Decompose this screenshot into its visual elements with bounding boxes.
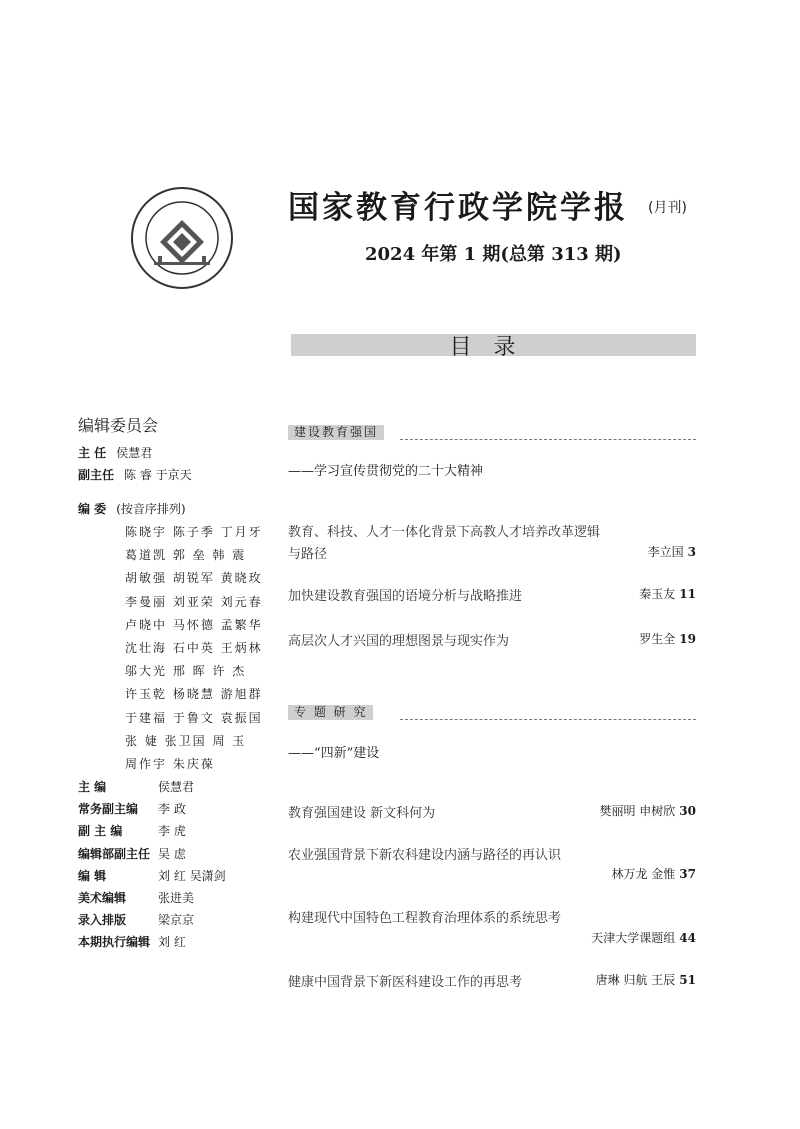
article-author: 唐琳 归航 王辰 (595, 973, 676, 987)
member-row: 胡敏强 胡锐军 黄晓玫 (125, 571, 263, 586)
staff-name: 刘 红 (158, 935, 186, 950)
article-page: 51 (679, 973, 696, 987)
section-tag: 专 题 研 究 (288, 705, 373, 720)
staff-row (78, 887, 226, 909)
member-row: 邬大光 邢 晖 许 杰 (125, 664, 247, 679)
article-author: 李立国 (647, 545, 684, 559)
staff-name: 侯慧君 (158, 780, 195, 794)
article-title[interactable]: 构建现代中国特色工程教育治理体系的系统思考 (288, 911, 562, 926)
members-label: 编 委 (78, 502, 107, 516)
article-title-cont[interactable]: 与路径 (288, 547, 328, 562)
staff-name: 刘 红 吴潇剑 (158, 868, 226, 883)
vice-chair-line (78, 466, 192, 483)
issue-number: 2024 年第 1 期(总第 313 期) (365, 244, 622, 265)
article-title[interactable]: 加快建设教育强国的语境分析与战略推进 (288, 589, 523, 604)
staff-name: 李 虎 (158, 824, 186, 839)
member-row: 陈晓宇 陈子季 丁月牙 (125, 525, 263, 539)
article-page: 11 (679, 587, 696, 601)
member-row: 周作宇 朱庆葆 (125, 757, 215, 772)
toc-banner (291, 334, 696, 360)
article-meta (596, 971, 696, 988)
staff-row (78, 776, 226, 798)
article-page: 19 (679, 632, 696, 646)
staff-label: 常务副主编 (78, 802, 139, 817)
article-page: 30 (679, 804, 696, 818)
staff-name: 梁京京 (158, 913, 195, 928)
staff-row (78, 820, 226, 842)
journal-frequency: (月刊) (648, 200, 687, 216)
article-page: 37 (679, 867, 696, 881)
article-author: 林万龙 金惟 (611, 867, 676, 881)
section-divider (400, 439, 696, 440)
staff-label: 本期执行编辑 (78, 935, 151, 950)
vice-chair-label: 副主任 (78, 468, 115, 482)
member-row: 许玉乾 杨晓慧 游旭群 (125, 687, 263, 702)
staff-row (78, 798, 226, 820)
staff-label: 美术编辑 (78, 891, 127, 906)
member-list (125, 521, 280, 776)
member-row: 李曼丽 刘亚荣 刘元春 (125, 594, 263, 609)
staff-label: 编辑部副主任 (78, 846, 151, 861)
article-meta (639, 585, 696, 602)
article-title[interactable]: 高层次人才兴国的理想图景与现实作为 (288, 634, 510, 649)
member-row: 卢晓中 马怀德 孟繁华 (125, 617, 263, 632)
article-title[interactable]: 健康中国背景下新医科建设工作的再思考 (288, 975, 523, 990)
chair-label: 主 任 (78, 446, 107, 460)
staff-row (78, 843, 226, 865)
member-row: 于建福 于鲁文 袁振国 (125, 710, 263, 725)
staff-row (78, 865, 226, 887)
journal-title: 国家教育行政学院学报 (288, 190, 628, 226)
member-row: 张 婕 张卫国 周 玉 (125, 733, 247, 748)
article-meta (639, 630, 696, 647)
article-page: 3 (687, 545, 696, 559)
article-author: 秦玉友 (639, 587, 676, 601)
toc-title: 目录 (449, 335, 538, 360)
committee-heading: 编辑委员会 (78, 416, 159, 435)
members-line (78, 500, 186, 517)
staff-label: 编 辑 (78, 868, 107, 883)
section-divider (400, 719, 696, 720)
article-title[interactable]: 农业强国背景下新农科建设内涵与路径的再认识 (288, 848, 562, 863)
members-note: (按音序排列) (116, 502, 186, 516)
staff-label: 录入排版 (78, 913, 127, 928)
section-tag: 建设教育强国 (288, 425, 384, 440)
member-row: 葛道凯 郭 垒 韩 震 (125, 548, 247, 563)
staff-row (78, 909, 226, 931)
editorial-staff (78, 776, 226, 954)
article-meta (648, 543, 696, 560)
section-subtitle: ——“四新”建设 (288, 746, 380, 761)
staff-label: 副 主 编 (78, 824, 123, 839)
chair-line (78, 444, 152, 461)
article-page: 44 (679, 931, 696, 945)
article-author: 天津大学课题组 (591, 931, 676, 945)
staff-name: 李 政 (158, 802, 186, 817)
article-title[interactable]: 教育强国建设 新文科何为 (288, 806, 436, 821)
member-row: 沈壮海 石中英 王炳林 (125, 641, 263, 656)
article-title[interactable]: 教育、科技、人才一体化背景下高教人才培养改革逻辑 (288, 525, 601, 540)
section-subtitle: ——学习宣传贯彻党的二十大精神 (288, 464, 484, 479)
article-meta (611, 865, 696, 882)
staff-name: 张进美 (158, 891, 195, 906)
chair-name: 侯慧君 (116, 446, 153, 460)
staff-name: 吴 虑 (158, 846, 186, 861)
staff-label: 主 编 (78, 780, 107, 794)
vice-chair-names: 陈 睿 于京天 (124, 468, 192, 482)
staff-row (78, 931, 226, 953)
article-author: 樊丽明 申树欣 (599, 804, 676, 818)
article-meta (591, 929, 696, 946)
article-meta (599, 802, 696, 819)
academy-logo (130, 186, 234, 290)
article-author: 罗生全 (639, 632, 676, 646)
